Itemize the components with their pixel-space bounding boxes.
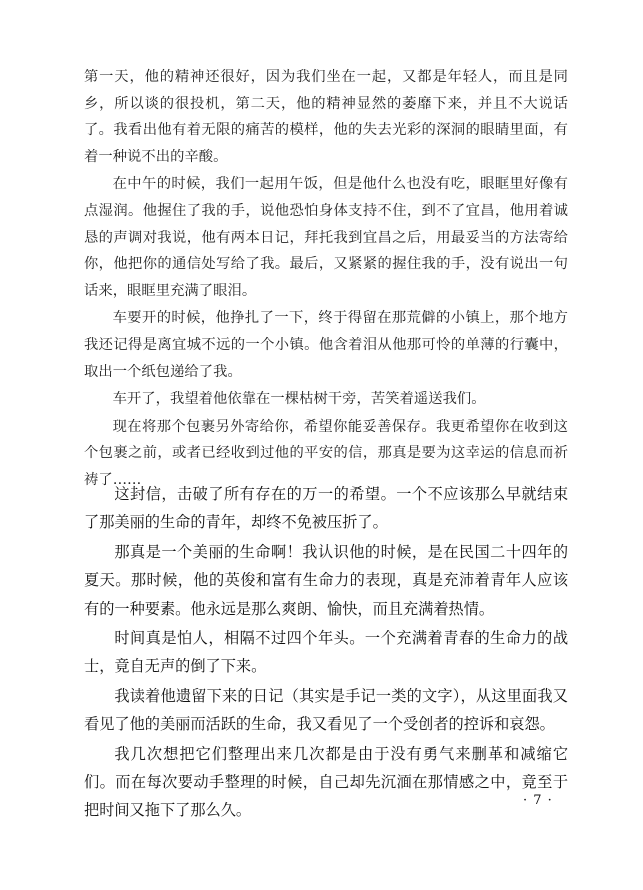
body-paragraph: 时间真是怕人，相隔不过四个年头。一个充满着青春的生命力的战士，竟自无声的倒了下来。	[84, 629, 568, 676]
quoted-letter-section	[84, 64, 568, 495]
body-paragraph: 我几次想把它们整理出来几次都是由于没有勇气来删革和减缩它们。而在每次要动手整理的时候，自己却先沉湎在那情感之中，竟至于把时间又拖下了那么久。	[84, 744, 568, 820]
letter-paragraph: 现在将那个包裹另外寄给你，希望你能妥善保存。我更希望你在收到这个包裹之前，或者已经收到过他的平安的信，那真是要为这幸运的信息而祈祷了……	[84, 418, 568, 488]
letter-paragraph: 车要开的时候，他挣扎了一下，终于得留在那荒僻的小镇上，那个地方我还记得是离宜城不远的一个小镇。他含着泪从他那可怜的单薄的行囊中，取出一个纸包递给了我。	[84, 310, 568, 380]
letter-paragraph: 车开了，我望着他依靠在一棵枯树干旁，苦笑着遥送我们。	[112, 391, 486, 408]
body-paragraph: 我读着他遗留下来的日记（其实是手记一类的文字），从这里面我又看见了他的美丽而活跃的生命，我又看见了一个受创者的控诉和哀怨。	[84, 686, 568, 734]
letter-paragraph: 在中午的时候，我们一起用午饭，但是他什么也没有吃，眼眶里好像有点湿润。他握住了我的手，说他恐怕身体支持不住，到不了宜昌，他用着诚恳的声调对我说，他有两本日记，拜托我到宜昌之后，用最妥当的方法寄给你，他把你的通信处写给了我。最后，又紧紧的握住我的手，没有说出一句话来，眼眶里充满了眼泪。	[84, 176, 568, 299]
page-number: · 7 ·	[523, 793, 553, 808]
body-paragraph: 这封信，击破了所有存在的万一的希望。一个不应该那么早就结束了那美丽的生命的青年，却终不免被压折了。	[84, 485, 568, 532]
letter-paragraph: 第一天，他的精神还很好，因为我们坐在一起，又都是年轻人，而且是同乡，所以谈的很投机，第二天，他的精神显然的萎靡下来，并且不大说话了。我看出他有着无限的痛苦的模样，他的失去光彩的深洞的眼睛里面，有着一种说不出的辛酸。	[84, 69, 568, 165]
body-text-section	[84, 480, 568, 826]
body-paragraph: 那真是一个美丽的生命啊！我认识他的时候，是在民国二十四年的夏天。那时候，他的英俊和富有生命力的表现，真是充沛着青年人应该有的一种要素。他永远是那么爽朗、愉快，而且充满着热情。	[84, 542, 568, 618]
